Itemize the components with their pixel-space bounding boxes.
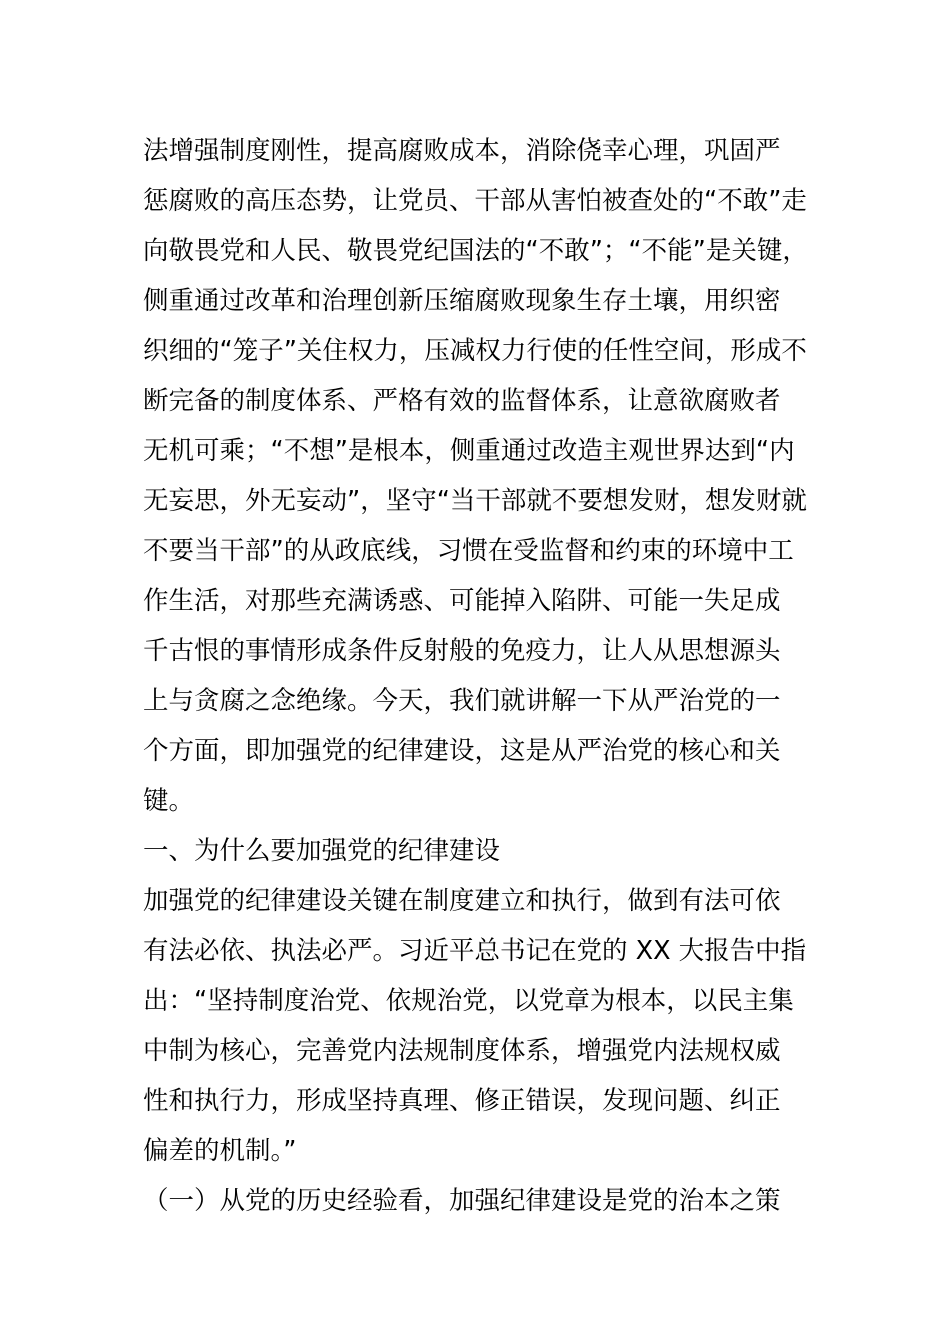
text-line: 法增强制度刚性，提高腐败成本，消除侥幸心理，巩固严 bbox=[143, 136, 781, 166]
text-line: 个方面，即加强党的纪律建设，这是从严治党的核心和关 bbox=[143, 736, 781, 766]
subsection-heading: （一）从党的历史经验看，加强纪律建设是党的治本之策 bbox=[143, 1186, 781, 1216]
text-line: 织细的“笼子”关住权力，压减权力行使的任性空间，形成不 bbox=[143, 336, 807, 366]
text-line: 出：“坚持制度治党、依规治党，以党章为根本，以民主集 bbox=[143, 986, 794, 1016]
text-line: 作生活，对那些充满诱惑、可能掉入陷阱、可能一失足成 bbox=[143, 586, 781, 616]
text-line: 断完备的制度体系、严格有效的监督体系，让意欲腐败者 bbox=[143, 386, 781, 416]
text-line: 偏差的机制。” bbox=[143, 1136, 297, 1166]
text-line: 千古恨的事情形成条件反射般的免疫力，让人从思想源头 bbox=[143, 636, 781, 666]
text-line: 侧重通过改革和治理创新压缩腐败现象生存土壤，用织密 bbox=[143, 286, 781, 316]
text-line: 上与贪腐之念绝缘。今天，我们就讲解一下从严治党的一 bbox=[143, 686, 781, 716]
text-line: 加强党的纪律建设关键在制度建立和执行，做到有法可依 bbox=[143, 886, 781, 916]
text-line: 无妄思，外无妄动”，坚守“当干部就不要想发财，想发财就 bbox=[143, 486, 807, 516]
section-heading: 一、为什么要加强党的纪律建设 bbox=[143, 836, 501, 866]
text-line: 键。 bbox=[143, 786, 195, 816]
text-line: 无机可乘；“不想”是根本，侧重通过改造主观世界达到“内 bbox=[143, 436, 795, 466]
text-line: 向敬畏党和人民、敬畏党纪国法的“不敢”；“不能”是关键， bbox=[143, 236, 808, 266]
text-line: 有法必依、执法必严。习近平总书记在党的 XX 大报告中指 bbox=[143, 936, 807, 966]
text-line: 惩腐败的高压态势，让党员、干部从害怕被查处的“不敢”走 bbox=[143, 186, 807, 216]
body-text bbox=[143, 126, 813, 1226]
text-line: 中制为核心，完善党内法规制度体系，增强党内法规权威 bbox=[143, 1036, 781, 1066]
text-line: 性和执行力，形成坚持真理、修正错误，发现问题、纠正 bbox=[143, 1086, 781, 1116]
text-line: 不要当干部”的从政底线，习惯在受监督和约束的环境中工 bbox=[143, 536, 794, 566]
